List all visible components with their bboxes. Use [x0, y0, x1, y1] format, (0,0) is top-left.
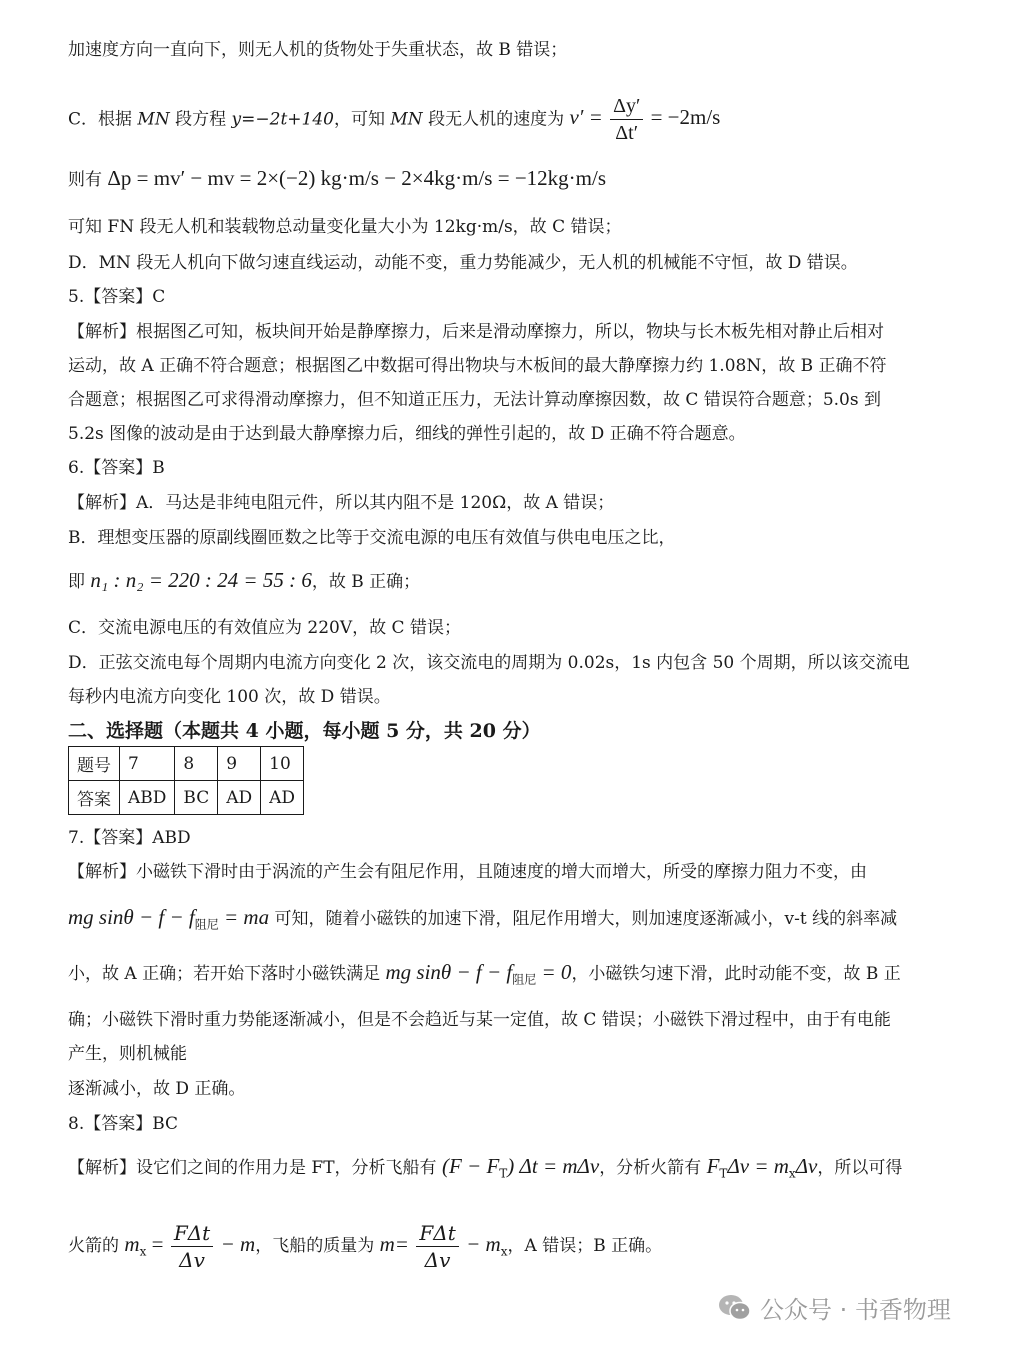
numerator: Δy′ [610, 93, 643, 120]
text-fragment: ，故 B 正确； [311, 572, 421, 592]
text-line: 产生，则机械能 [68, 1044, 187, 1064]
subscript: 阻尼 [194, 917, 219, 932]
text-line: 每秒内电流方向变化 100 次，故 D 错误。 [68, 687, 391, 707]
text-line: 可知 FN 段无人机和装载物总动量变化量大小为 12kg·m/s，故 C 错误； [68, 217, 622, 237]
text-line: 5.2s 图像的波动是由于达到最大静摩擦力后，细线的弹性引起的，故 D 正确不符合题意。 [68, 424, 746, 444]
text-fragment: 小，故 A 正确；若开始下落时小磁铁满足 [68, 964, 386, 984]
equation: m= [379, 1232, 409, 1256]
turns-ratio-equation: n₁ : n₂ = 220 : 24 = 55 : 6 [90, 568, 312, 592]
numerator: FΔt [171, 1220, 213, 1247]
text-fragment: 段无人机的速度为 [422, 109, 570, 130]
equation: F [706, 1154, 720, 1178]
equation: (F − F [441, 1154, 500, 1178]
text-line-mass [68, 1220, 662, 1273]
table-cell: 题号 [69, 747, 120, 781]
text-fragment: 段方程 [169, 109, 232, 130]
answer-heading: 6.【答案】B [68, 458, 165, 478]
table-cell: 10 [261, 747, 304, 781]
text-line: 加速度方向一直向下，则无人机的货物处于失重状态，故 B 错误； [68, 40, 568, 60]
text-line-c-option [68, 93, 720, 146]
equation: Δv [795, 1154, 818, 1178]
momentum-equation: Δp = mv′ − mv = 2×(−2) kg·m/s − 2×4kg·m/s = −12kg·m/s [107, 166, 607, 190]
text-line: 【解析】A．马达是非纯电阻元件，所以其内阻不是 120Ω，故 A 错误； [68, 493, 615, 513]
text-line: 【解析】根据图乙可知，板块间开始是静摩擦力，后来是滑动摩擦力，所以，物块与长木板先相对静止后相对 [68, 322, 884, 342]
watermark [718, 1290, 951, 1325]
subscript: T [719, 1166, 728, 1181]
text-line: D．正弦交流电每个周期内电流方向变化 2 次，该交流电的周期为 0.02s，1s 内包含 50 个周期，所以该交流电 [68, 653, 910, 673]
text-line: 确；小磁铁下滑时重力势能逐渐减小，但是不会趋近与某一定值，故 C 错误；小磁铁下滑过程中，由于有电能 [68, 1010, 891, 1030]
table-cell: 9 [218, 747, 261, 781]
text-fragment: C．根据 [68, 109, 138, 130]
equation: = ma [218, 905, 270, 929]
equation: = 0 [536, 960, 572, 984]
equation: Δv = m [727, 1154, 789, 1178]
text-line-rocket [68, 1154, 902, 1185]
text-fragment: ，所以可得 [817, 1158, 903, 1178]
subscript: x [788, 1166, 796, 1181]
answer-heading: 7.【答案】ABD [68, 828, 191, 848]
text-fragment: MN [390, 109, 423, 130]
text-line: D．MN 段无人机向下做匀速直线运动，动能不变，重力势能减少，无人机的机械能不守恒，故 D 错误。 [68, 253, 858, 273]
equation: − m [466, 1232, 501, 1256]
subscript: T [499, 1166, 508, 1181]
text-line: C．交流电源电压的有效值应为 220V，故 C 错误； [68, 618, 461, 638]
denominator: Δv [424, 1248, 451, 1272]
text-fragment: 即 [68, 572, 91, 592]
text-fragment: 火箭的 [68, 1236, 125, 1256]
equation: = [146, 1232, 164, 1256]
table-cell: 8 [175, 747, 218, 781]
text-line-ratio [68, 568, 420, 594]
text-fragment: MN [137, 109, 170, 130]
fraction [171, 1220, 213, 1273]
table-cell: AD [218, 781, 261, 815]
numerator: FΔt [416, 1220, 458, 1247]
subscript: x [139, 1244, 147, 1259]
table-cell: ABD [120, 781, 175, 815]
wechat-icon [718, 1294, 752, 1322]
section-heading: 二、选择题（本题共 4 小题，每小题 5 分，共 20 分） [68, 720, 541, 742]
table-cell: 7 [120, 747, 175, 781]
answer-table [68, 746, 304, 815]
equation: m [124, 1232, 140, 1256]
answer-heading: 5.【答案】C [68, 287, 166, 307]
subscript: 阻尼 [512, 972, 537, 987]
denominator: Δv [179, 1248, 205, 1272]
equation: mg sinθ − f − f [68, 905, 195, 929]
text-line: 【解析】小磁铁下滑时由于涡流的产生会有阻尼作用，且随速度的增大而增大，所受的摩擦力阻力不变，由 [68, 862, 867, 882]
fraction [416, 1220, 458, 1273]
equation: = −2m/s [650, 105, 721, 130]
equation: v′ = [569, 105, 603, 130]
text-fragment: ，可知 [333, 109, 391, 130]
table-row [69, 781, 304, 815]
answer-heading: 8.【答案】BC [68, 1114, 179, 1134]
text-line: 逐渐减小，故 D 正确。 [68, 1079, 246, 1099]
equation: mg sinθ − f − f [385, 960, 513, 984]
watermark-text: 公众号 · 书香物理 [760, 1296, 951, 1324]
denominator: Δt′ [615, 122, 639, 144]
fraction [610, 93, 643, 146]
subscript: x [500, 1244, 508, 1259]
text-line-damping [68, 905, 897, 936]
text-fragment: 【解析】设它们之间的作用力是 FT，分析飞船有 [68, 1158, 442, 1178]
text-fragment: 则有 [68, 170, 108, 190]
equation: ) Δt = mΔv [507, 1154, 600, 1178]
text-line: B．理想变压器的原副线圈匝数之比等于交流电源的电压有效值与供电电压之比， [68, 528, 676, 548]
equation: y=−2t+140 [231, 109, 334, 130]
text-line: 运动，故 A 正确不符合题意；根据图乙中数据可得出物块与木板间的最大静摩擦力约 1.08N，故 B 正确不符 [68, 356, 887, 376]
text-line: 合题意；根据图乙可求得滑动摩擦力，但不知道正压力，无法计算动摩擦因数，故 C 错误符合题意；5.0s 到 [68, 390, 881, 410]
table-row [69, 747, 304, 781]
text-fragment: ，小磁铁匀速下滑，此时动能不变，故 B 正 [571, 964, 901, 984]
text-fragment: ，飞船的质量为 [255, 1236, 380, 1256]
table-cell: BC [175, 781, 218, 815]
table-cell: 答案 [69, 781, 120, 815]
text-fragment: ，A 错误；B 正确。 [507, 1236, 663, 1256]
equation: − m [220, 1232, 256, 1256]
text-fragment: 可知，随着小磁铁的加速下滑，阻尼作用增大，则加速度逐渐减小，v-t 线的斜率减 [269, 909, 898, 929]
text-fragment: ，分析火箭有 [599, 1158, 707, 1178]
table-cell: AD [261, 781, 304, 815]
text-line-momentum [68, 166, 606, 192]
text-line-damping-2 [68, 960, 901, 991]
